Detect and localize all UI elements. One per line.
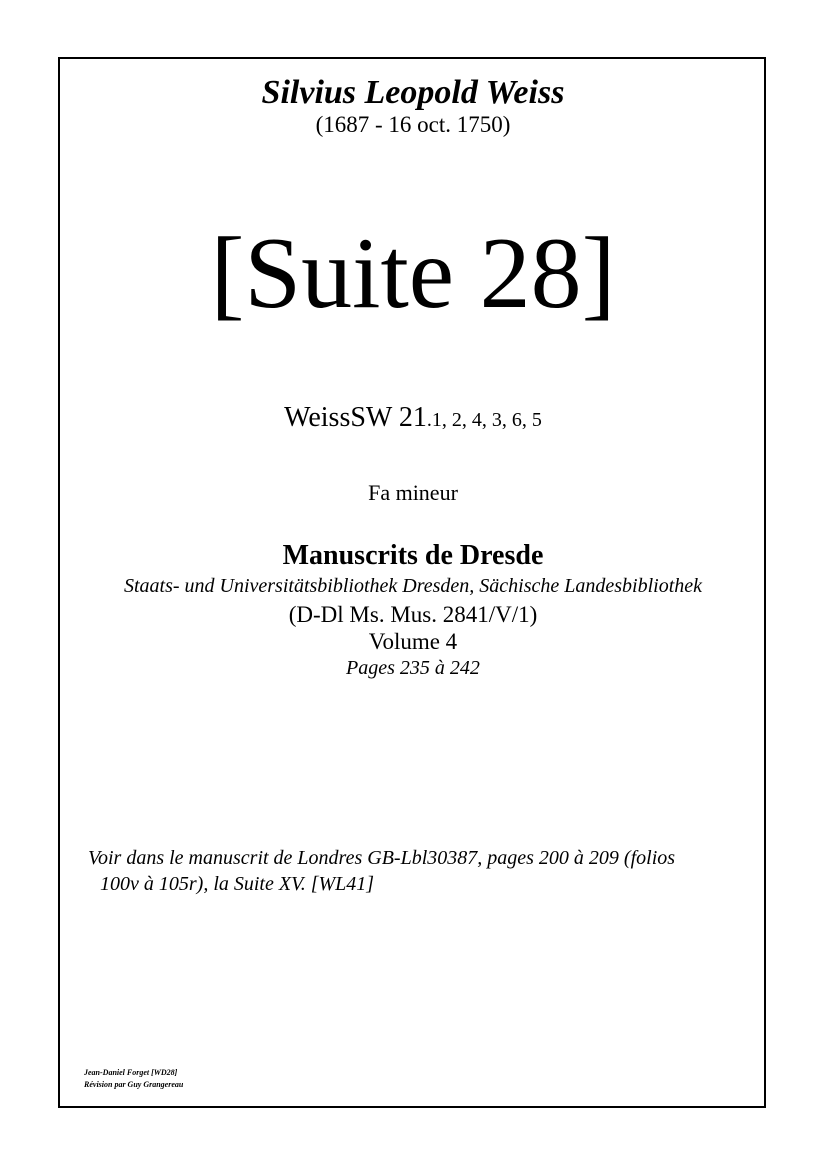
composer-name: Silvius Leopold Weiss <box>261 74 565 111</box>
london-manuscript-note <box>88 845 768 897</box>
library-name: Staats- und Universitätsbibliothek Dresden, Sächische Landesbibliothek <box>123 575 703 597</box>
catalog-number <box>0 402 826 434</box>
editor-credit: Jean-Daniel Forget [WD28] <box>84 1068 178 1077</box>
note-line-1: Voir dans le manuscrit de Londres GB-Lbl30387, pages 200 à 209 (folios <box>88 847 676 869</box>
page-range: Pages 235 à 242 <box>346 657 480 679</box>
musical-key: Fa mineur <box>368 480 458 505</box>
suite-title: [Suite 28] <box>210 217 616 330</box>
note-line-2: 100v à 105r), la Suite XV. [WL41] <box>100 873 375 895</box>
catalog-movements: .1, 2, 4, 3, 6, 5 <box>426 409 542 431</box>
shelfmark: (D-Dl Ms. Mus. 2841/V/1) <box>288 602 538 627</box>
composer-dates: (1687 - 16 oct. 1750) <box>315 112 511 137</box>
revision-credit: Révision par Guy Grangereau <box>84 1080 184 1089</box>
collection-title: Manuscrits de Dresde <box>282 540 544 571</box>
volume-number: Volume 4 <box>368 629 458 654</box>
credits <box>84 1067 183 1091</box>
catalog-main: WeissSW 21 <box>284 402 427 433</box>
